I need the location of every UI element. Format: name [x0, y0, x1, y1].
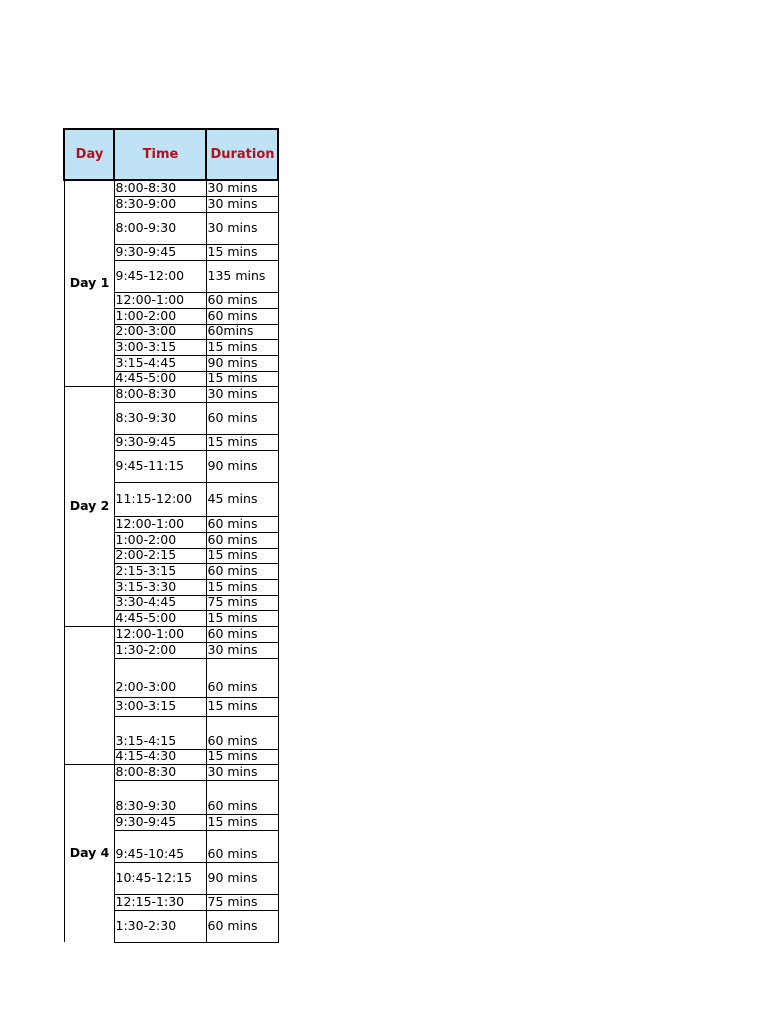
- duration-cell: 60mins: [206, 324, 278, 339]
- time-cell: 12:00-1:00: [114, 516, 206, 532]
- duration-cell: 75 mins: [206, 595, 278, 610]
- table-row: [64, 180, 278, 196]
- time-cell: 1:30-2:30: [114, 910, 206, 942]
- time-cell: 4:15-4:30: [114, 749, 206, 764]
- table-row: [64, 764, 278, 780]
- duration-cell: 60 mins: [206, 910, 278, 942]
- table-row: [64, 386, 278, 402]
- time-cell: 2:00-3:00: [114, 658, 206, 697]
- time-cell: 4:45-5:00: [114, 371, 206, 386]
- duration-cell: 75 mins: [206, 894, 278, 910]
- time-cell: 8:00-8:30: [114, 180, 206, 196]
- time-cell: 9:45-11:15: [114, 450, 206, 482]
- time-cell: 9:30-9:45: [114, 244, 206, 260]
- schedule-table: [63, 128, 279, 943]
- day-label: [64, 626, 114, 764]
- time-cell: 2:00-3:00: [114, 324, 206, 339]
- time-cell: 1:00-2:00: [114, 308, 206, 324]
- duration-cell: 30 mins: [206, 212, 278, 244]
- time-cell: 12:15-1:30: [114, 894, 206, 910]
- duration-cell: 15 mins: [206, 749, 278, 764]
- time-cell: 2:00-2:15: [114, 548, 206, 563]
- time-cell: 3:15-4:45: [114, 355, 206, 371]
- duration-cell: 30 mins: [206, 764, 278, 780]
- time-cell: 9:30-9:45: [114, 434, 206, 450]
- header-row: [64, 129, 278, 180]
- duration-cell: 15 mins: [206, 434, 278, 450]
- duration-cell: 60 mins: [206, 402, 278, 434]
- duration-cell: 60 mins: [206, 532, 278, 548]
- time-cell: 9:45-10:45: [114, 830, 206, 862]
- duration-cell: 60 mins: [206, 292, 278, 308]
- header-time: Time: [114, 129, 206, 180]
- duration-cell: 15 mins: [206, 814, 278, 830]
- duration-cell: 60 mins: [206, 516, 278, 532]
- time-cell: 9:45-12:00: [114, 260, 206, 292]
- time-cell: 8:00-8:30: [114, 386, 206, 402]
- time-cell: 12:00-1:00: [114, 626, 206, 642]
- header-duration: Duration: [206, 129, 278, 180]
- time-cell: 8:30-9:30: [114, 780, 206, 814]
- duration-cell: 60 mins: [206, 658, 278, 697]
- time-cell: 4:45-5:00: [114, 610, 206, 626]
- duration-cell: 30 mins: [206, 642, 278, 658]
- time-cell: 2:15-3:15: [114, 563, 206, 579]
- time-cell: 12:00-1:00: [114, 292, 206, 308]
- duration-cell: 15 mins: [206, 548, 278, 563]
- time-cell: 10:45-12:15: [114, 862, 206, 894]
- time-cell: 1:30-2:00: [114, 642, 206, 658]
- time-cell: 1:00-2:00: [114, 532, 206, 548]
- duration-cell: 60 mins: [206, 626, 278, 642]
- duration-cell: 90 mins: [206, 450, 278, 482]
- duration-cell: 60 mins: [206, 563, 278, 579]
- time-cell: 8:30-9:00: [114, 196, 206, 212]
- time-cell: 11:15-12:00: [114, 482, 206, 516]
- time-cell: 3:15-3:30: [114, 579, 206, 595]
- duration-cell: 60 mins: [206, 716, 278, 749]
- duration-cell: 90 mins: [206, 355, 278, 371]
- duration-cell: 30 mins: [206, 180, 278, 196]
- duration-cell: 30 mins: [206, 196, 278, 212]
- time-cell: 3:30-4:45: [114, 595, 206, 610]
- day-label: Day 2: [64, 386, 114, 626]
- table-row: [64, 626, 278, 642]
- duration-cell: 60 mins: [206, 308, 278, 324]
- time-cell: 3:00-3:15: [114, 339, 206, 355]
- duration-cell: 15 mins: [206, 697, 278, 716]
- duration-cell: 15 mins: [206, 610, 278, 626]
- duration-cell: 135 mins: [206, 260, 278, 292]
- time-cell: 8:00-8:30: [114, 764, 206, 780]
- duration-cell: 90 mins: [206, 862, 278, 894]
- duration-cell: 30 mins: [206, 386, 278, 402]
- time-cell: 9:30-9:45: [114, 814, 206, 830]
- duration-cell: 60 mins: [206, 830, 278, 862]
- duration-cell: 15 mins: [206, 579, 278, 595]
- duration-cell: 60 mins: [206, 780, 278, 814]
- duration-cell: 15 mins: [206, 244, 278, 260]
- duration-cell: 15 mins: [206, 339, 278, 355]
- time-cell: 8:30-9:30: [114, 402, 206, 434]
- time-cell: 3:00-3:15: [114, 697, 206, 716]
- day-label: Day 1: [64, 180, 114, 386]
- header-day: Day: [64, 129, 114, 180]
- time-cell: 3:15-4:15: [114, 716, 206, 749]
- time-cell: 8:00-9:30: [114, 212, 206, 244]
- day-label: Day 4: [64, 764, 114, 942]
- duration-cell: 45 mins: [206, 482, 278, 516]
- duration-cell: 15 mins: [206, 371, 278, 386]
